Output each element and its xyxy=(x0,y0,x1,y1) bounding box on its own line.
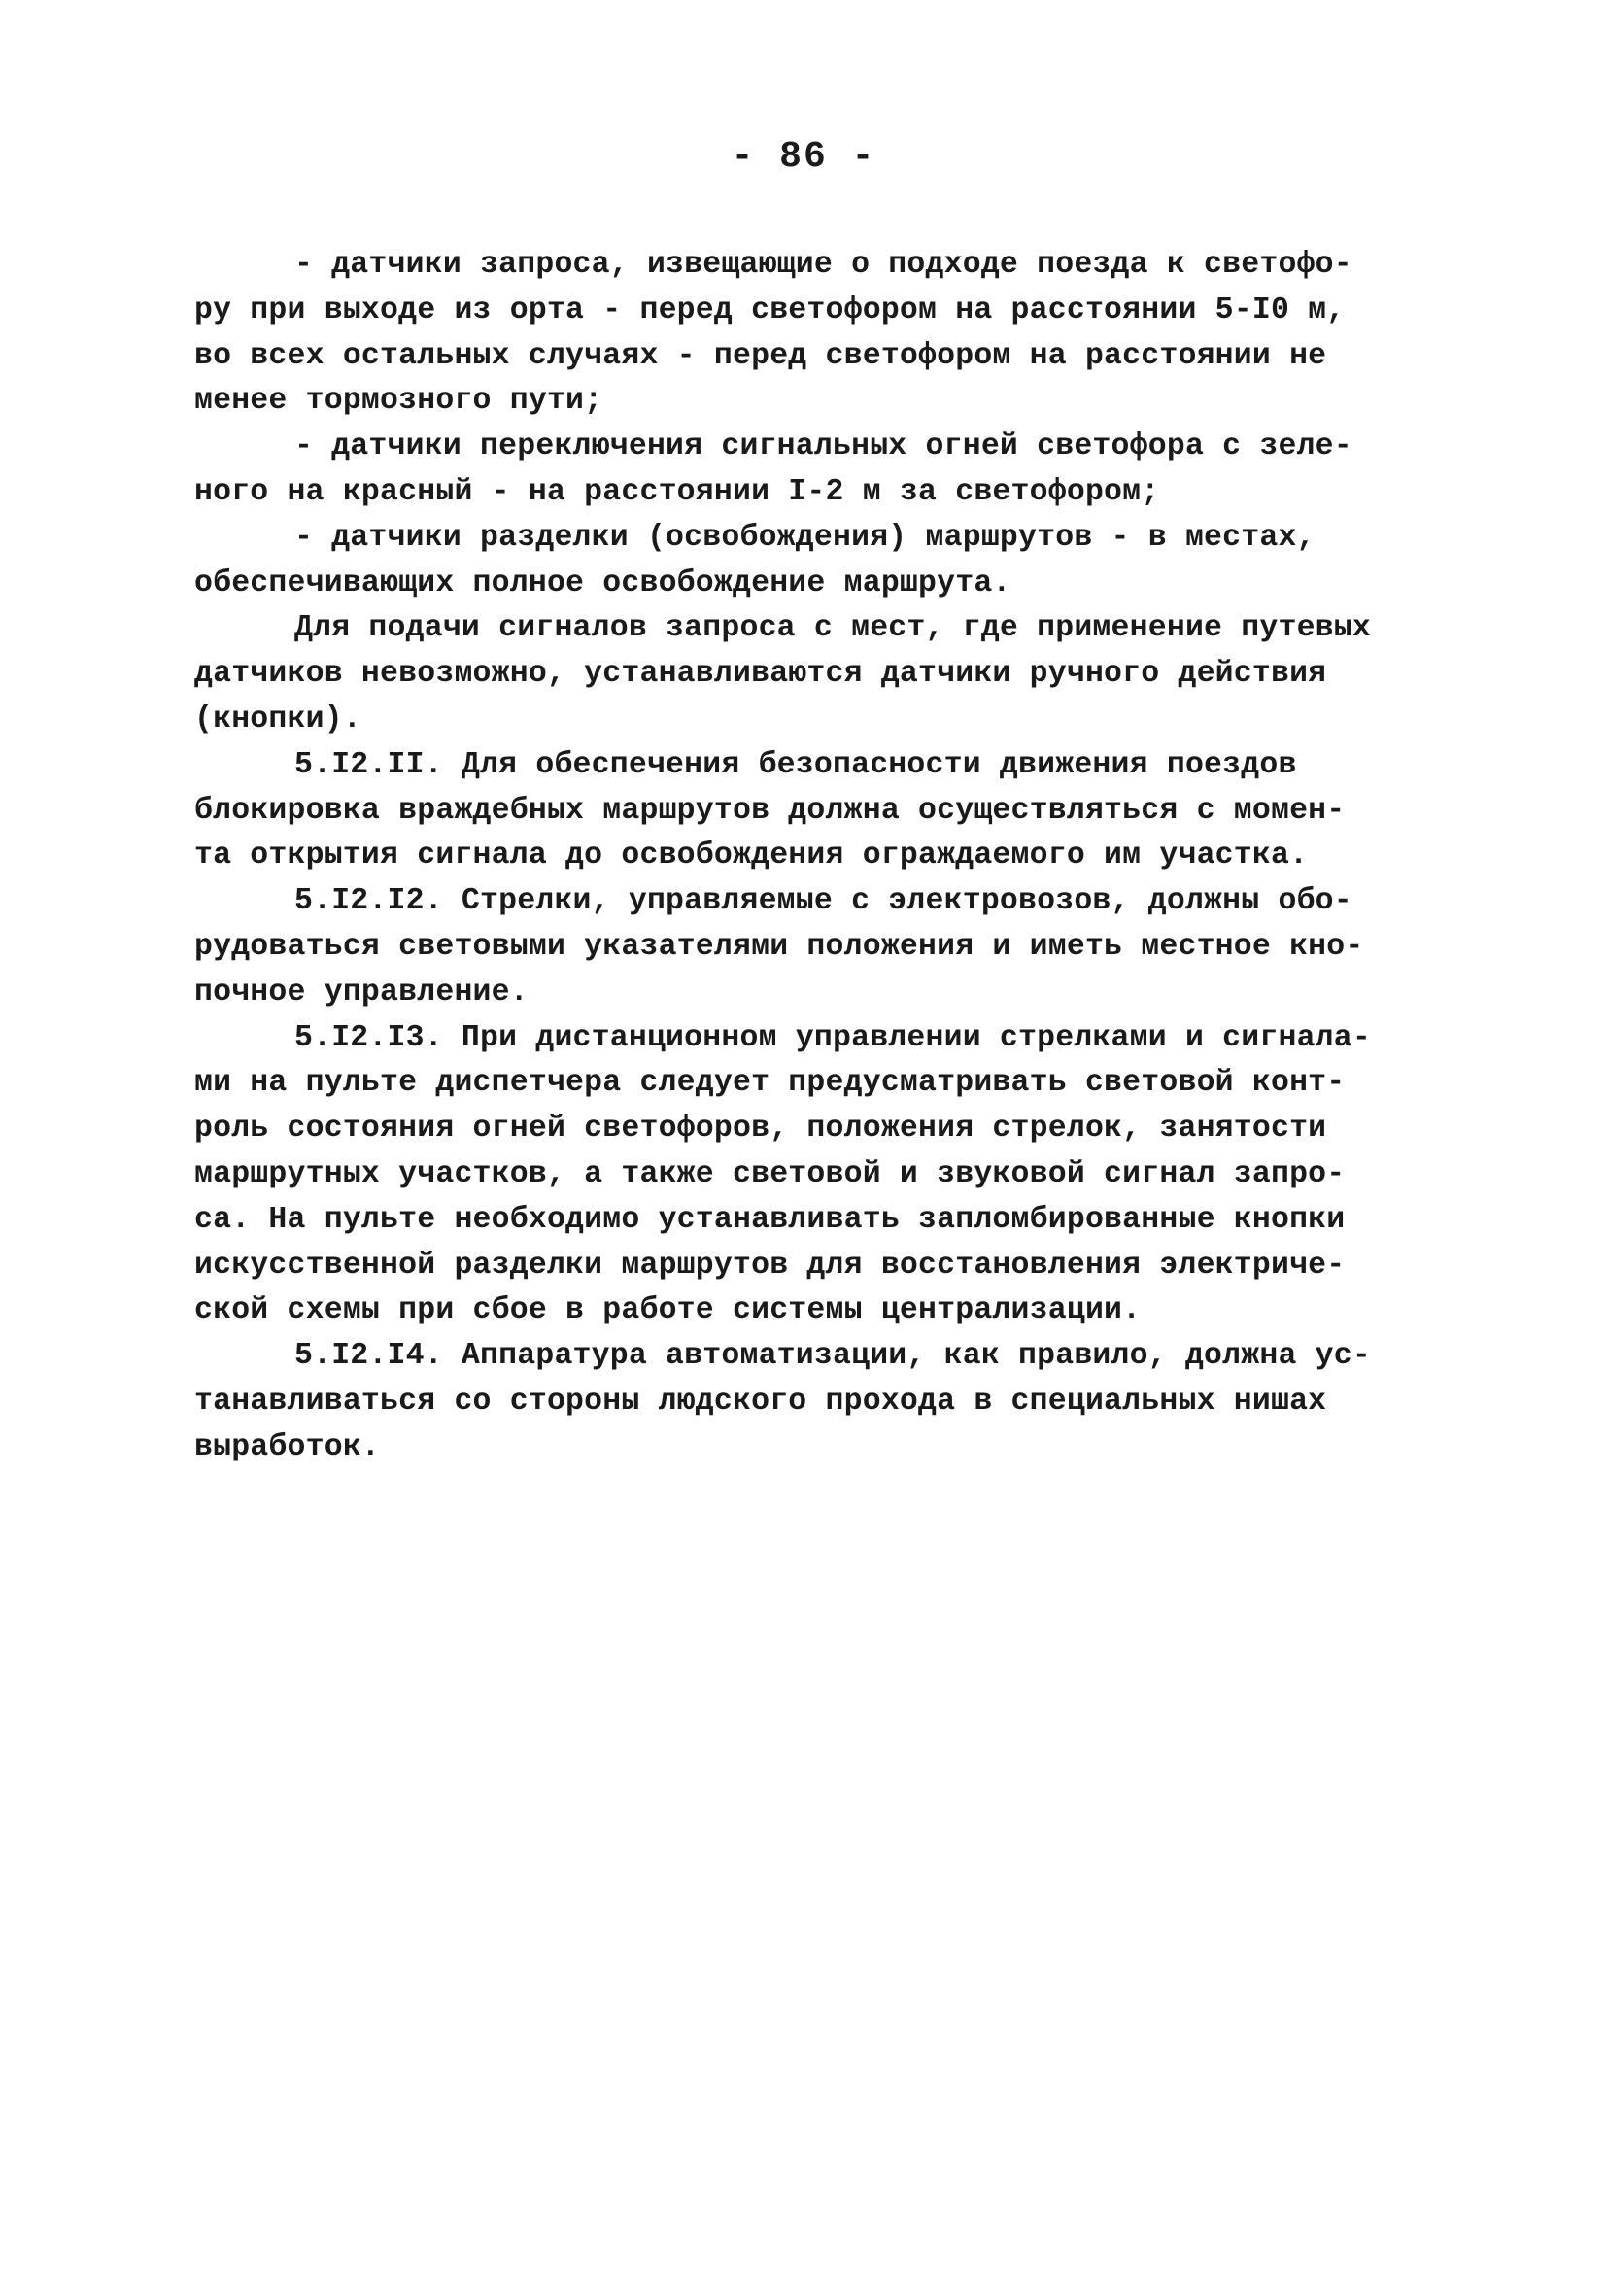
text-line: рудоваться световыми указателями положения и иметь местное кно- xyxy=(194,929,1364,964)
page-number: - 86 - xyxy=(731,136,876,178)
paragraph-first-line: Для подачи сигналов запроса с мест, где применение путевых xyxy=(294,611,1371,646)
paragraph-first-line: 5.I2.I3. При дистанционном управлении стрелками и сигнала- xyxy=(294,1020,1371,1055)
text-line: блокировка враждебных маршрутов должна осуществляться с момен- xyxy=(194,793,1346,828)
paragraph-first-line: - датчики запроса, извещающие о подходе поезда к светофо- xyxy=(294,248,1352,282)
text-line: ру при выходе из орта - перед светофором на расстоянии 5-I0 м, xyxy=(194,292,1346,327)
text-line: выработок. xyxy=(194,1429,381,1464)
text-line: роль состояния огней светофоров, положения стрелок, занятости xyxy=(194,1112,1327,1147)
paragraph-first-line: 5.I2.I4. Аппаратура автоматизации, как правило, должна ус- xyxy=(294,1339,1371,1374)
text-line: во всех остальных случаях - перед светофором на расстоянии не xyxy=(194,338,1327,373)
text-line: маршрутных участков, а также световой и звуковой сигнал запро- xyxy=(194,1156,1346,1191)
text-line: датчиков невозможно, устанавливаются датчики ручного действия xyxy=(194,657,1327,692)
text-line: та открытия сигнала до освобождения ограждаемого им участка. xyxy=(194,839,1309,874)
text-line: ской схемы при сбое в работе системы централизации. xyxy=(194,1293,1142,1328)
text-line: искусственной разделки маршрутов для восстановления электриче- xyxy=(194,1248,1346,1283)
paragraph-first-line: - датчики разделки (освобождения) маршрутов - в местах, xyxy=(294,520,1316,555)
text-line: ного на красный - на расстоянии I-2 м за светофором; xyxy=(194,474,1160,509)
text-line: ми на пульте диспетчера следует предусматривать световой конт- xyxy=(194,1066,1346,1101)
text-line: са. На пульте необходимо устанавливать запломбированные кнопки xyxy=(194,1202,1346,1237)
text-line: танавливаться со стороны людского прохода в специальных нишах xyxy=(194,1384,1327,1419)
text-line: менее тормозного пути; xyxy=(194,384,603,419)
text-line: почное управление. xyxy=(194,975,529,1010)
paragraph-first-line: 5.I2.I2. Стрелки, управляемые с электровозов, должны обо- xyxy=(294,884,1352,919)
body-text xyxy=(194,243,1438,1471)
paragraph-first-line: 5.I2.II. Для обеспечения безопасности движения поездов xyxy=(294,747,1297,782)
text-line: (кнопки). xyxy=(194,702,361,737)
paragraph-first-line: - датчики переключения сигнальных огней светофора с зеле- xyxy=(294,429,1352,464)
text-line: обеспечивающих полное освобождение маршрута. xyxy=(194,565,1011,600)
